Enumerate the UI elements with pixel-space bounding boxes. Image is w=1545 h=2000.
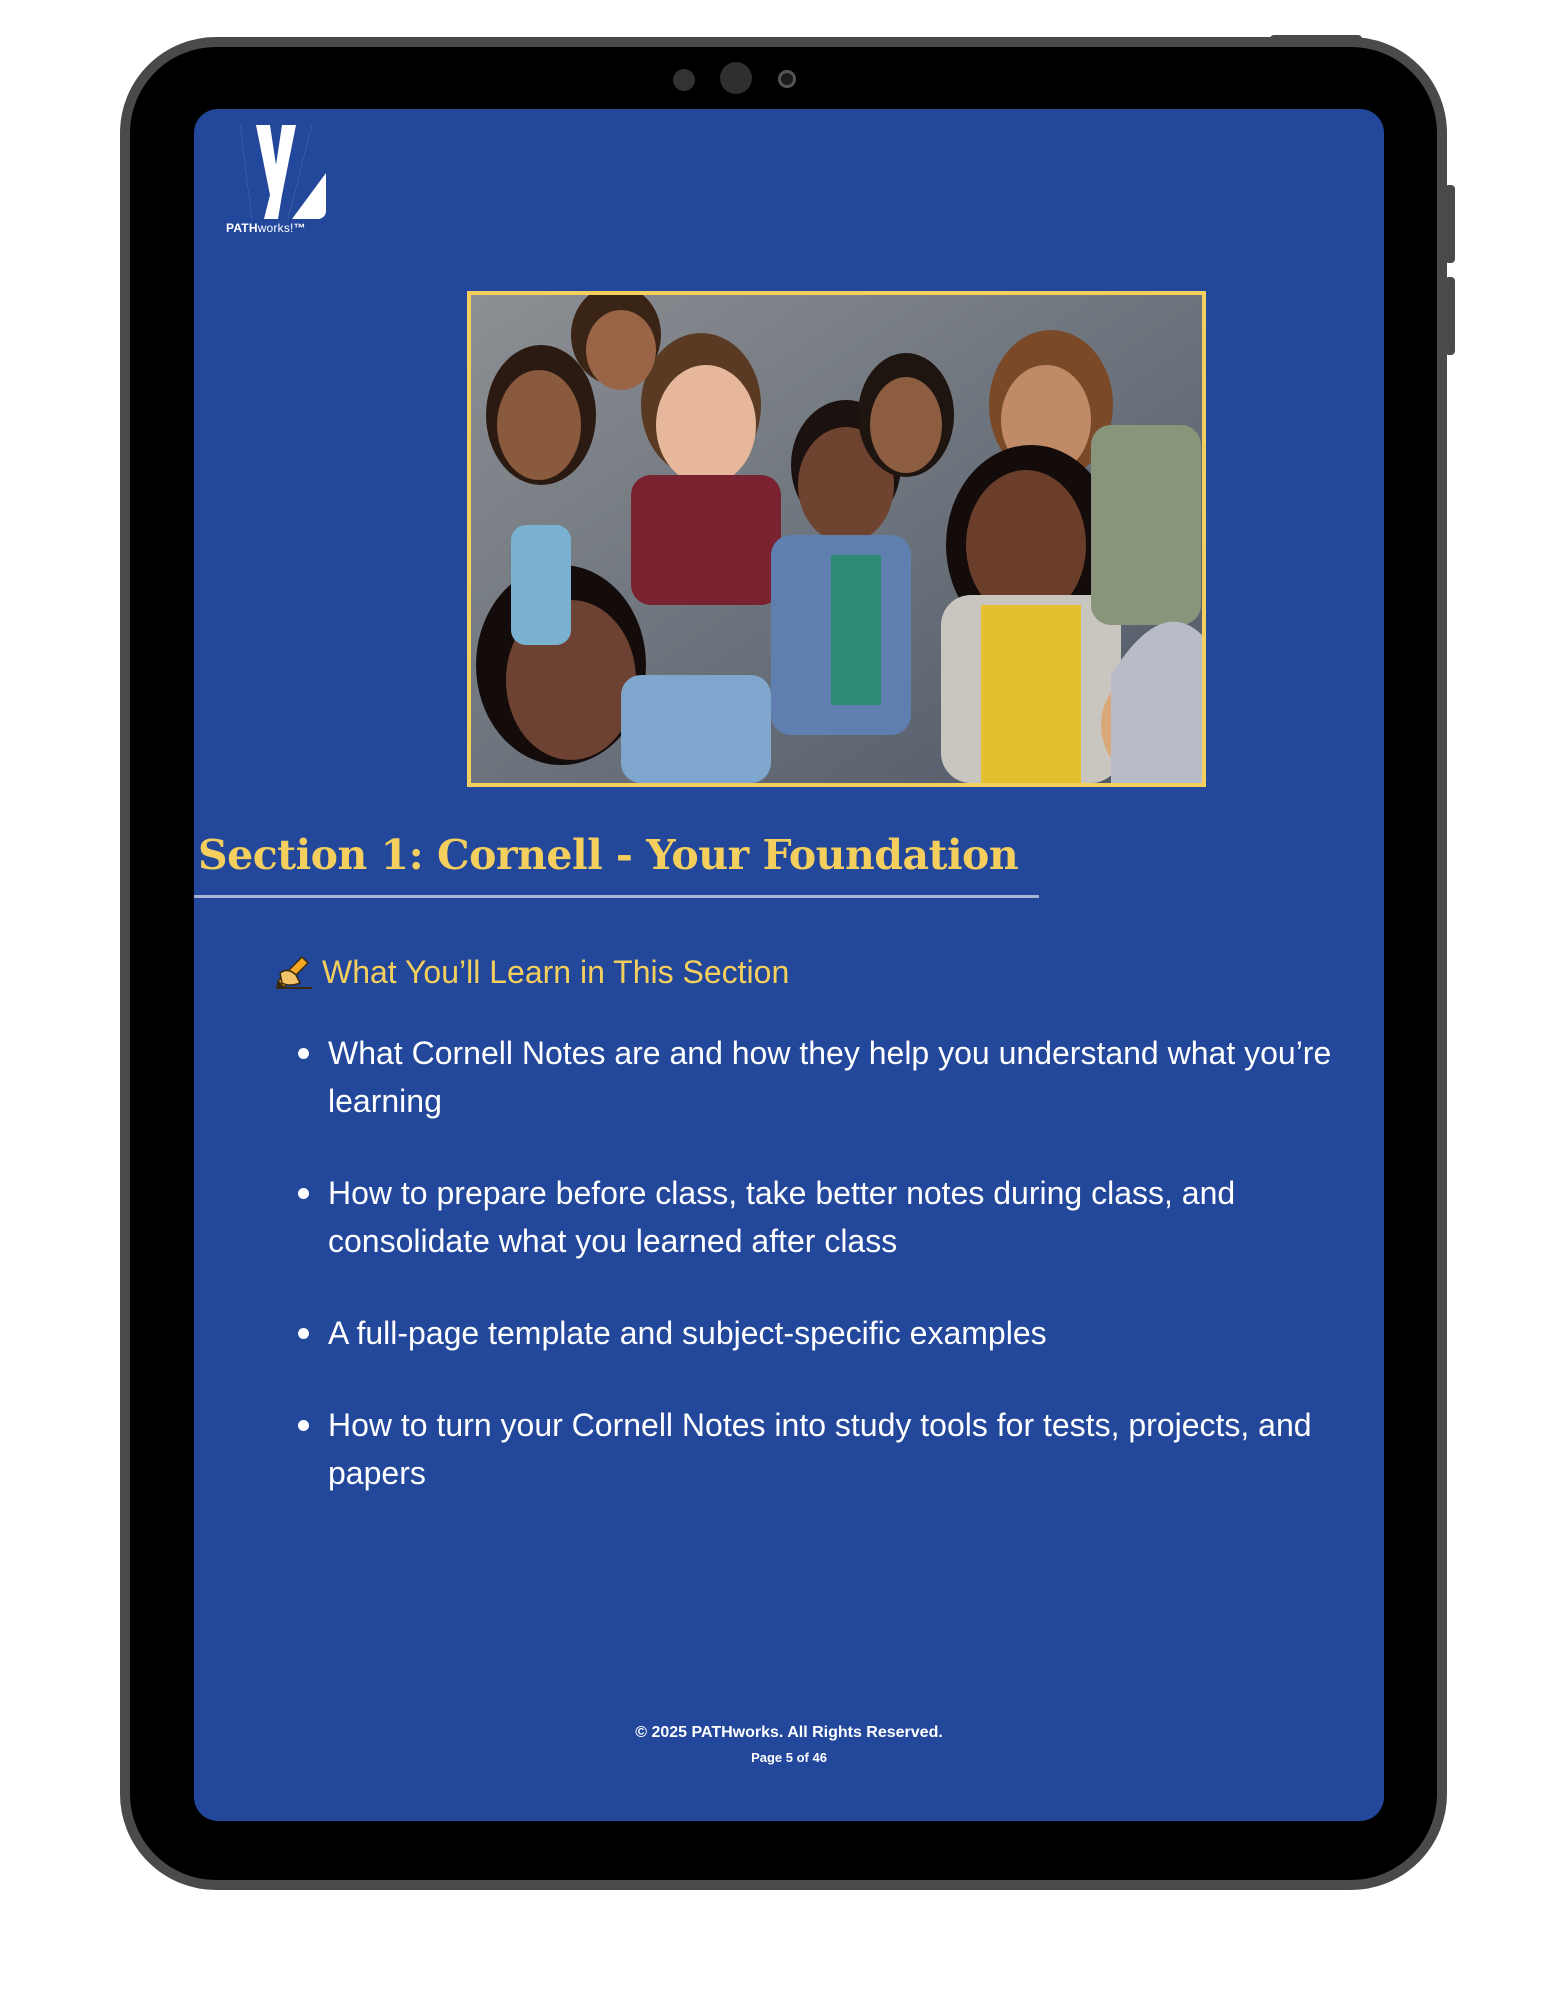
pathworks-logo — [226, 125, 326, 237]
title-divider — [194, 895, 1039, 898]
camera-icon — [720, 62, 752, 94]
bullet-icon — [298, 1048, 309, 1059]
bullet-icon — [298, 1420, 309, 1431]
copyright-text: © 2025 PATHworks. All Rights Reserved. — [635, 1724, 943, 1741]
tablet-screen — [194, 109, 1384, 1821]
list-item: A full-page template and subject-specific examples — [298, 1309, 1358, 1357]
learn-heading-text: What You’ll Learn in This Section — [322, 954, 790, 990]
list-item: How to prepare before class, take better notes during class, and consolidate what you learned after class — [298, 1169, 1358, 1265]
learn-heading — [274, 953, 789, 991]
writing-hand-icon — [274, 953, 314, 989]
section-title: Section 1: Cornell - Your Foundation — [198, 831, 1019, 879]
sensor-icon — [673, 69, 695, 91]
learning-objectives-list — [298, 1029, 1358, 1541]
bullet-icon — [298, 1328, 309, 1339]
list-item: How to turn your Cornell Notes into study tools for tests, projects, and papers — [298, 1401, 1358, 1497]
logo-wordmark: PATHworks!™ — [226, 221, 306, 235]
pathworks-logo-icon — [226, 125, 326, 219]
page-footer — [194, 1724, 1384, 1765]
proximity-sensor-icon — [778, 70, 796, 88]
page-number: Page 5 of 46 — [751, 1750, 827, 1765]
list-item: What Cornell Notes are and how they help you understand what you’re learning — [298, 1029, 1358, 1125]
group-of-students-photo — [467, 291, 1206, 787]
bullet-icon — [298, 1188, 309, 1199]
students-photo-image — [471, 295, 1202, 783]
